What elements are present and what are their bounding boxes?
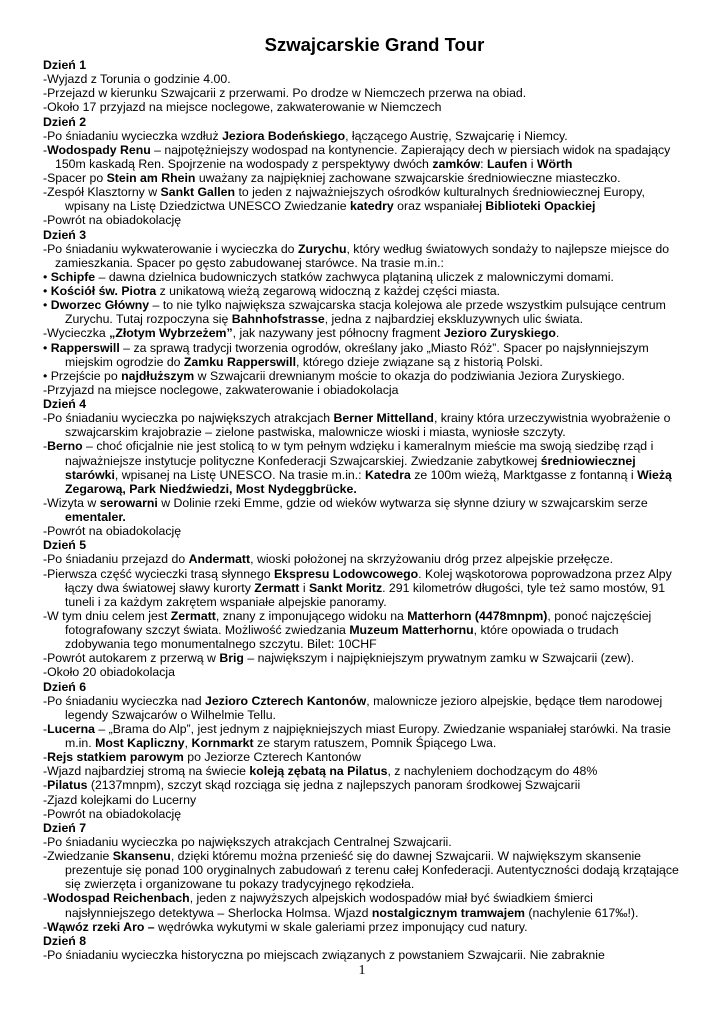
text-run: -Po śniadaniu wycieczka historyczna po miejscach związanych z powstaniem Szwajcarii. Nie zabraknie <box>43 947 605 962</box>
text-run: , które opowiada o trudach zdobywania tego monumentalnego szczytu. Bilet: 10CHF <box>65 623 619 652</box>
text-run: , wioski położonej na skrzyżowaniu dróg przez alpejskie przełęcze. <box>250 552 614 567</box>
text-run: • <box>43 269 51 284</box>
bold-text: katedry <box>350 199 394 214</box>
bold-text: Schipfe <box>50 269 96 284</box>
bold-text: Skansenu <box>112 849 171 863</box>
text-run: ze starym ratuszem, Pomnik Śpiącego Lwa. <box>253 736 497 750</box>
itinerary-item <box>43 383 686 397</box>
day-heading: Dzień 1 <box>43 58 87 72</box>
bold-text: Sankt Gallen <box>160 185 236 200</box>
itinerary-item <box>43 849 686 891</box>
bold-text: Laufen <box>487 156 528 171</box>
text-run: . 291 kilometrów długości, tyle też samo mostów, 91 tuneli i za każdym zakrętem wspaniałe alpejskie panoramy. <box>65 580 666 609</box>
bold-text: Zermatt <box>254 580 300 595</box>
text-run: - <box>43 721 48 736</box>
bold-text: Zamku Rapperswill <box>183 354 296 369</box>
bold-text: Berno <box>47 439 83 454</box>
text-run: – „Brama do Alp”, jest jednym z najpiękniejszych miast Europy. Zwiedzanie wspaniałej starówki. Na trasie m.in. <box>65 721 671 750</box>
text-run: -Powrót na obiadokolację <box>43 524 182 539</box>
text-run: -Po śniadaniu wycieczka wzdłuż <box>43 128 223 143</box>
bold-text: Kornmarkt <box>191 736 254 750</box>
text-run: - <box>43 439 48 454</box>
itinerary-item <box>43 129 686 143</box>
text-run: ze 100m wieżą, Marktgasse z fontanną i <box>410 467 638 482</box>
itinerary-item <box>43 764 686 778</box>
bold-text: Lucerna <box>47 721 95 736</box>
text-run: . <box>555 326 560 341</box>
text-run: - <box>43 891 48 906</box>
itinerary-item <box>43 341 686 369</box>
text-run: -Około 17 przyjazd na miejsce noclegowe, zakwaterowanie w Niemczech <box>43 100 442 115</box>
text-run: wędrówka wykutymi w skale galeriami przez imponujący cud natury. <box>154 919 528 934</box>
text-run: , jeden z najwyższych alpejskich wodospadów miał być świadkiem śmierci najsłynniejszego detektywa – Sherlocka Holmsa. Wjazd <box>65 891 593 920</box>
text-run: , znany z imponującego widoku na <box>215 608 408 623</box>
itinerary-item <box>43 369 686 383</box>
itinerary-item <box>43 920 686 934</box>
bold-text: Jeziora Bodeńskiego <box>222 128 346 143</box>
text-run: , <box>184 736 192 750</box>
text-run: to jeden z najważniejszych ośrodków kulturalnych średniowiecznej Europy, wpisany na Listę Dziedzictwa UNESCO Zwiedzanie <box>65 185 645 214</box>
text-run: w Szwajcarii drewnianym moście to okazja do podziwiania Jeziora Zuryskiego. <box>194 368 625 383</box>
bold-text: Rejs statkiem parowym <box>47 750 184 765</box>
bold-text: Pilatus <box>47 778 88 793</box>
itinerary-item <box>43 524 686 538</box>
bold-text: Muzeum Matterhornu <box>349 623 474 637</box>
day-heading: Dzień 7 <box>43 820 87 835</box>
text-run: -Przyjazd na miejsce noclegowe, zakwaterowanie i obiadokolacja <box>43 382 399 397</box>
itinerary-item <box>43 185 686 213</box>
bold-text: ementaler. <box>65 510 126 524</box>
itinerary-item <box>43 326 686 340</box>
bold-text: nostalgicznym tramwajem <box>371 905 525 920</box>
text-run: (nachylenie 617‰!). <box>524 905 639 920</box>
text-run: – dawna dzielnica budowniczych statków zachwyca plątaniną uliczek z malowniczymi domami. <box>95 269 614 284</box>
itinerary-item <box>43 793 686 807</box>
text-run: -Po śniadaniu przejazd do <box>43 552 189 567</box>
text-run: -Wyjazd z Torunia o godzinie 4.00. <box>43 72 231 87</box>
text-run: , ponoć najczęściej fotografowany szczyt świata. Możliwość zwiedzania <box>65 608 652 637</box>
text-run: -Zwiedzanie <box>43 849 113 863</box>
itinerary-item <box>43 439 686 496</box>
bold-text: serowarni <box>99 495 158 510</box>
day-heading: Dzień 2 <box>43 114 87 129</box>
bold-text: „Złotym Wybrzeżem” <box>109 326 233 341</box>
bold-text: Stein am Rhein <box>106 171 196 185</box>
text-run: - <box>43 919 48 934</box>
bold-text: Wodospady Renu <box>47 142 151 157</box>
itinerary-item <box>43 213 686 227</box>
document-title: Szwajcarskie Grand Tour <box>264 34 485 55</box>
bold-text: Most Kapliczny <box>95 736 185 750</box>
text-run: , jedna z najbardziej ekskluzywnych ulic świata. <box>324 312 584 327</box>
bold-text: Zurychu <box>297 241 347 256</box>
itinerary-item <box>43 750 686 764</box>
day-heading: Dzień 3 <box>43 227 87 242</box>
text-run: - <box>43 750 48 765</box>
page-number: 1 <box>358 963 366 978</box>
bold-text: Andermatt <box>188 552 251 567</box>
bold-text: Katedra <box>365 467 411 482</box>
text-run: , wpisanej na Listę UNESCO. Na trasie m.in.: <box>114 467 366 482</box>
itinerary-item <box>43 807 686 821</box>
text-run: . Kolej wąskotorowa poprowadzona przez Alpy łączy dwa światowej sławy kurorty <box>65 566 672 595</box>
text-run: -Zespół Klasztorny w <box>43 185 161 200</box>
text-run: -Po śniadaniu wycieczka nad <box>43 693 205 708</box>
bold-text: najdłuższym <box>121 368 195 383</box>
text-run: oraz wspaniałej <box>393 199 486 214</box>
bold-text: Jezioro Czterech Kantonów <box>205 693 367 708</box>
bold-text: Dworzec Główny <box>50 298 150 313</box>
text-run: – choć oficjalnie nie jest stolicą to w tym pełnym wdzięku i kameralnym mieście ma swoją siedzibę rząd i najważniejsze instytucje polityczne Konfederacji Szwajcarskiej. Zwiedzanie zabytkowej <box>65 439 654 468</box>
bold-text: Berner Mittelland <box>333 411 434 426</box>
bold-text: Ekspresu Lodowcowego <box>273 566 419 581</box>
day-heading: Dzień 4 <box>43 397 87 411</box>
text-run: – najpotężniejszy wodospad na kontynencie. Zapierający dech w piersiach widok na spadający 150m kaskadą Ren. Spojrzenie na wodospady z perspektywy dwóch <box>55 142 671 171</box>
text-run: , łączącego Austrię, Szwajcarię i Niemcy. <box>345 128 568 143</box>
text-run: uważany za najpiękniej zachowane szwajcarskie średniowieczne miasteczko. <box>195 171 621 185</box>
bold-text: Wąwóz rzeki Aro – <box>47 919 155 934</box>
itinerary-item <box>43 665 686 679</box>
text-run: -Wizyta w <box>43 495 100 510</box>
bold-text: Biblioteki Opackiej <box>485 199 596 214</box>
bold-text: Jezioro Zuryskiego <box>443 326 556 341</box>
day-heading: Dzień 5 <box>43 538 87 553</box>
itinerary-item <box>43 242 686 270</box>
itinerary-item <box>43 496 686 524</box>
itinerary-item <box>43 609 686 651</box>
text-run: – największym i najpiękniejszym prywatnym zamku w Szwajcarii (zew). <box>243 651 635 666</box>
itinerary-item <box>43 651 686 665</box>
text-run: z unikatową wieżą zegarową widoczną z każdej części miasta. <box>156 284 500 298</box>
bold-text: Matterhorn (4478mnpm) <box>407 608 548 623</box>
text-run: , malownicze jezioro alpejskie, będące tłem narodowej legendy Szwajcarów o Wilhelmie Tellu. <box>65 693 663 722</box>
bold-text: Wörth <box>536 156 573 171</box>
bold-text: koleją zębatą na Pilatus <box>249 764 388 779</box>
text-run: , jak nazywany jest północny fragment <box>232 326 444 341</box>
text-run: – to nie tylko największa szwajcarska stacja kolejowa ale przede wszystkim pulsujące centrum Zurychu. Tutaj rozpoczyna się <box>65 298 666 327</box>
text-run: -W tym dniu celem jest <box>43 608 171 623</box>
text-run: • Przejście po <box>43 368 122 383</box>
text-run: • <box>43 298 51 313</box>
itinerary-item <box>43 948 686 962</box>
itinerary-item <box>43 100 686 114</box>
text-run: , krainy która urzeczywistnia wyobrażenie o szwajcarskim krajobrazie – zielone pastwiska, malownicze wioski i miasta, wyniosłe szczyty. <box>65 411 671 440</box>
itinerary-item <box>43 411 686 439</box>
text-run: i <box>299 580 309 595</box>
text-run: -Powrót autokarem z przerwą w <box>43 651 220 666</box>
itinerary-item <box>43 298 686 326</box>
itinerary-item <box>43 72 686 86</box>
itinerary-item <box>43 694 686 722</box>
text-run: -Powrót na obiadokolację <box>43 806 182 821</box>
day-heading: Dzień 8 <box>43 933 87 948</box>
itinerary-item <box>43 722 686 750</box>
itinerary-item <box>43 835 686 849</box>
bold-text: średniowiecznej starówki <box>65 453 636 482</box>
itinerary-item <box>43 270 686 284</box>
text-run: : <box>480 156 488 171</box>
text-run: -Około 20 obiadokolacja <box>43 665 175 680</box>
itinerary-item <box>43 778 686 792</box>
bold-text: Brig <box>219 651 244 666</box>
bold-text: Wieżą Zegarową, Park Niedźwiedzi, Most Nydeggbrücke. <box>65 467 672 496</box>
itinerary-item <box>43 171 686 185</box>
text-run: -Po śniadaniu wykwaterowanie i wycieczka do <box>43 241 298 256</box>
text-run: -Spacer po <box>43 171 107 185</box>
text-run: , dzięki któremu można przenieść się do dawnej Szwajcarii. W największym skansenie prezentuje się ponad 100 oryginalnych zabudowań z terenu całej Konfederacji. Autentyczności dodają krzątające się zwierzęta i organizowane tu pokazy tradycyjnego rękodzieła. <box>65 849 679 892</box>
text-run: i <box>527 156 537 171</box>
text-run: • <box>43 340 51 355</box>
bold-text: Rapperswill <box>50 340 120 355</box>
text-run: – za sprawą tradycji tworzenia ogrodów, określany jako „Miasto Róż”. Spacer po najsłynniejszym miejskim ogrodzie do <box>65 340 649 369</box>
itinerary-item <box>43 86 686 100</box>
itinerary-item <box>43 891 686 919</box>
itinerary-item <box>43 567 686 609</box>
day-heading: Dzień 6 <box>43 679 87 694</box>
bold-text: Bahnhofstrasse <box>231 312 325 327</box>
text-run: -Wjazd najbardziej stromą na świecie <box>43 764 250 779</box>
bold-text: Zermatt <box>170 608 216 623</box>
itinerary-body <box>43 58 686 962</box>
text-run: -Wycieczka <box>43 326 110 341</box>
text-run: -Zjazd kolejkami do Lucerny <box>43 792 197 807</box>
text-run: -Przejazd w kierunku Szwajcarii z przerwami. Po drodze w Niemczech przerwa na obiad. <box>43 86 527 101</box>
text-run: -Po śniadaniu wycieczka po największych atrakcjach Centralnej Szwajcarii. <box>43 834 452 849</box>
itinerary-item <box>43 143 686 171</box>
text-run: , z nachyleniem dochodzącym do 48% <box>387 764 598 779</box>
text-run: -Po śniadaniu wycieczka po największych atrakcjach <box>43 411 334 426</box>
text-run: po Jeziorze Czterech Kantonów <box>183 750 361 765</box>
text-run: , którego dzieje związane są z historią Polski. <box>296 354 543 369</box>
itinerary-item <box>43 552 686 566</box>
text-run: w Dolinie rzeki Emme, gdzie od wieków wytwarza się słynne dziury w szwajcarskim serze <box>157 495 648 510</box>
text-run: (2137mnpm), szczyt skąd rozciąga się jedna z najlepszych panoram środkowej Szwajcarii <box>87 778 581 793</box>
text-run: -Pierwsza część wycieczki trasą słynnego <box>43 566 274 581</box>
text-run: • <box>43 284 51 298</box>
text-run: , który według światowych sondaży to najlepsze miejsce do zamieszkania. Spacer po gęsto zabudowanej starówce. Na trasie m.in.: <box>55 241 670 270</box>
bold-text: Sankt Moritz <box>308 580 383 595</box>
itinerary-item <box>43 284 686 298</box>
text-run: -Powrót na obiadokolację <box>43 213 182 228</box>
text-run: - <box>43 778 48 793</box>
text-run: - <box>43 142 48 157</box>
bold-text: Kościół św. Piotra <box>50 284 157 298</box>
bold-text: Wodospad Reichenbach <box>47 891 190 906</box>
bold-text: zamków <box>432 156 481 171</box>
